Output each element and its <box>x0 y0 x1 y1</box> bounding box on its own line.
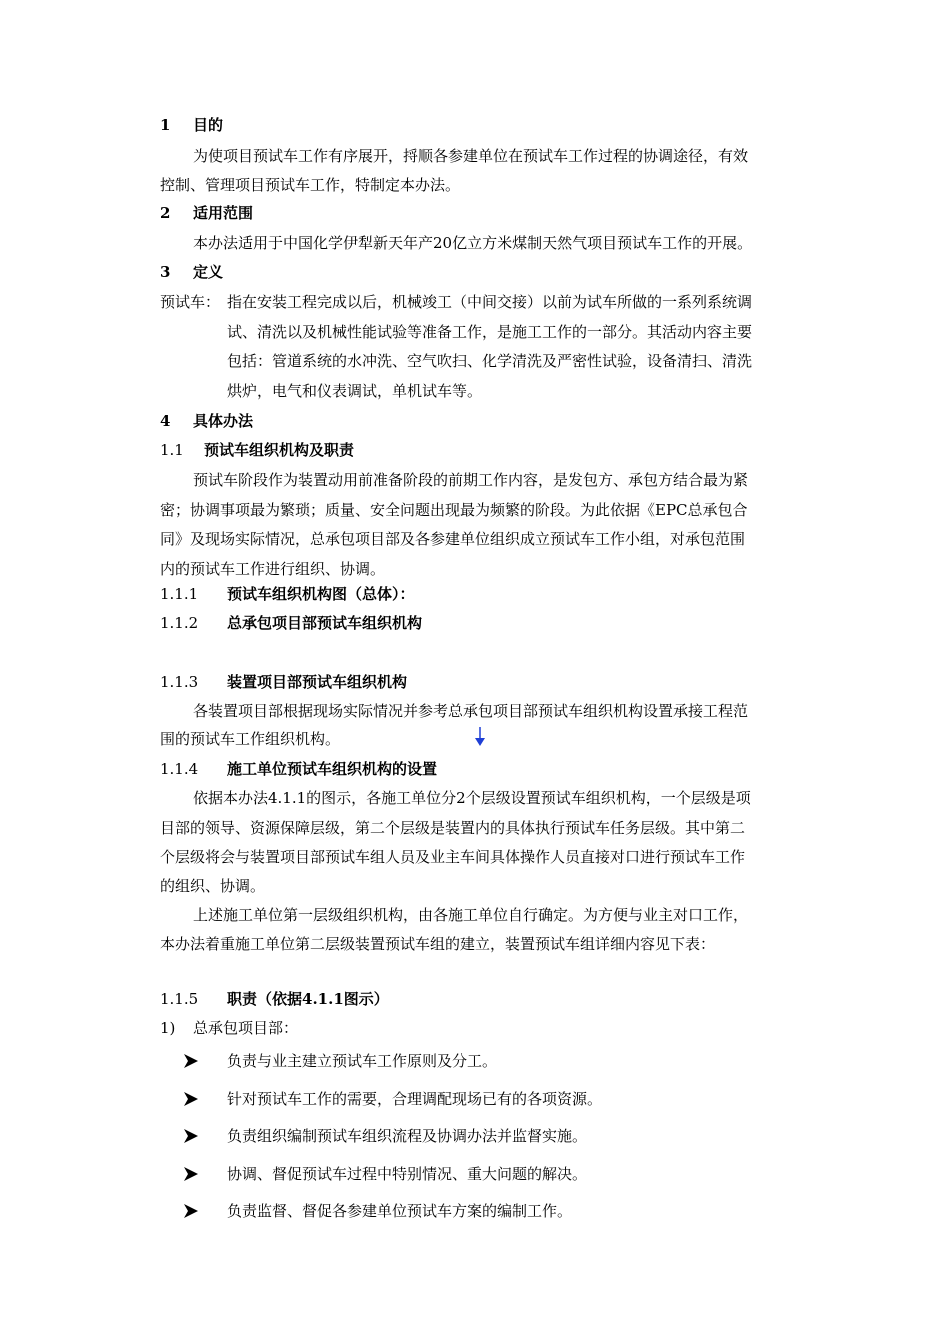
paragraph-line: 个层级将会与装置项目部预试车组人员及业主车间具体操作人员直接对口进行预试车工作 <box>160 848 746 866</box>
paragraph-line: 本办法适用于中国化学伊犁新天年产20亿立方米煤制天然气项目预试车工作的开展。 <box>193 234 753 252</box>
section-number: 4 <box>160 412 171 430</box>
list-item <box>182 1126 682 1146</box>
paragraph-line: 包括：管道系统的水冲洗、空气吹扫、化学清洗及严密性试验，设备清扫、清洗 <box>227 352 753 370</box>
paragraph-line: 密；协调事项最为繁琐；质量、安全问题出现最为频繁的阶段。为此依据《EPC总承包合 <box>160 501 748 519</box>
arrowhead-bullet-icon <box>182 1089 200 1109</box>
paragraph-line: 为使项目预试车工作有序展开，捋顺各参建单位在预试车工作过程的协调途径，有效 <box>193 147 749 165</box>
paragraph-line: 各装置项目部根据现场实际情况并参考总承包项目部预试车组织机构设置承接工程范 <box>193 702 749 720</box>
section-title: 施工单位预试车组织机构的设置 <box>227 760 438 778</box>
subsection-1-1-3-heading <box>160 672 408 692</box>
list-number: 1) <box>160 1019 176 1037</box>
section-title: 总承包项目部预试车组织机构 <box>227 614 423 632</box>
list-heading-text: 总承包项目部： <box>193 1019 299 1037</box>
subsection-1-1-1-heading <box>160 584 415 604</box>
section-title: 预试车组织机构及职责 <box>204 441 355 459</box>
list-item <box>182 1051 682 1071</box>
section-3-heading <box>160 262 224 282</box>
paragraph-line: 烘炉，电气和仪表调试，单机试车等。 <box>227 382 483 400</box>
arrowhead-bullet-icon <box>182 1164 200 1184</box>
paragraph-line: 试、清洗以及机械性能试验等准备工作，是施工工作的一部分。其活动内容主要 <box>227 323 753 341</box>
section-number: 1.1.1 <box>160 585 199 603</box>
section-number: 1.1 <box>160 441 184 459</box>
section-number: 1.1.4 <box>160 760 199 778</box>
list-item-text: 协调、督促预试车过程中特别情况、重大问题的解决。 <box>227 1165 588 1183</box>
list-item <box>182 1089 682 1109</box>
section-number: 2 <box>160 204 171 222</box>
paragraph-line: 同》及现场实际情况，总承包项目部及各参建单位组织成立预试车工作小组，对承包范围 <box>160 530 746 548</box>
paragraph-line: 上述施工单位第一层级组织机构，由各施工单位自行确定。为方便与业主对口工作， <box>193 906 749 924</box>
subsection-1-1-4-heading <box>160 759 438 779</box>
subsection-1-1-2-heading <box>160 613 423 633</box>
paragraph-line: 控制、管理项目预试车工作，特制定本办法。 <box>160 176 461 194</box>
section-number: 1.1.3 <box>160 673 199 691</box>
paragraph-line: 指在安装工程完成以后，机械竣工（中间交接）以前为试车所做的一系列系统调 <box>227 293 753 311</box>
definition-term: 预试车： <box>160 293 221 311</box>
paragraph-line: 目部的领导、资源保障层级，第二个层级是装置内的具体执行预试车任务层级。其中第二 <box>160 819 746 837</box>
paragraph-line: 本办法着重施工单位第二层级装置预试车组的建立，装置预试车组详细内容见下表： <box>160 935 716 953</box>
down-arrow-cursor-icon <box>474 726 486 748</box>
paragraph-line: 的组织、协调。 <box>160 877 266 895</box>
list-item <box>182 1164 682 1184</box>
paragraph-line: 围的预试车工作组织机构。 <box>160 730 341 748</box>
list-item <box>182 1201 682 1221</box>
section-title: 装置项目部预试车组织机构 <box>227 673 408 691</box>
section-1-heading <box>160 115 224 135</box>
section-number: 1.1.2 <box>160 614 199 632</box>
subsection-1-1-5-heading <box>160 989 389 1009</box>
paragraph-line: 内的预试车工作进行组织、协调。 <box>160 560 386 578</box>
arrowhead-bullet-icon <box>182 1051 200 1071</box>
list-item-text: 负责组织编制预试车组织流程及协调办法并监督实施。 <box>227 1127 588 1145</box>
paragraph-line: 预试车阶段作为装置动用前准备阶段的前期工作内容，是发包方、承包方结合最为紧 <box>193 471 749 489</box>
subsection-1-1-heading <box>160 440 355 460</box>
section-4-heading <box>160 411 254 431</box>
section-number: 3 <box>160 263 171 281</box>
section-number: 1.1.5 <box>160 990 199 1008</box>
list-heading <box>160 1018 299 1038</box>
section-title: 具体办法 <box>193 412 254 430</box>
arrowhead-bullet-icon <box>182 1201 200 1221</box>
section-2-heading <box>160 203 254 223</box>
list-item-text: 负责监督、督促各参建单位预试车方案的编制工作。 <box>227 1202 573 1220</box>
list-item-text: 负责与业主建立预试车工作原则及分工。 <box>227 1052 498 1070</box>
paragraph-line: 依据本办法4.1.1的图示，各施工单位分2个层级设置预试车组织机构，一个层级是项 <box>193 789 751 807</box>
section-number: 1 <box>160 116 171 134</box>
section-title: 定义 <box>193 263 224 281</box>
arrowhead-bullet-icon <box>182 1126 200 1146</box>
section-title: 目的 <box>193 116 224 134</box>
list-item-text: 针对预试车工作的需要，合理调配现场已有的各项资源。 <box>227 1090 603 1108</box>
section-title: 预试车组织机构图（总体）： <box>227 585 415 603</box>
section-title: 适用范围 <box>193 204 254 222</box>
section-title: 职责（依据4.1.1图示） <box>227 990 389 1008</box>
